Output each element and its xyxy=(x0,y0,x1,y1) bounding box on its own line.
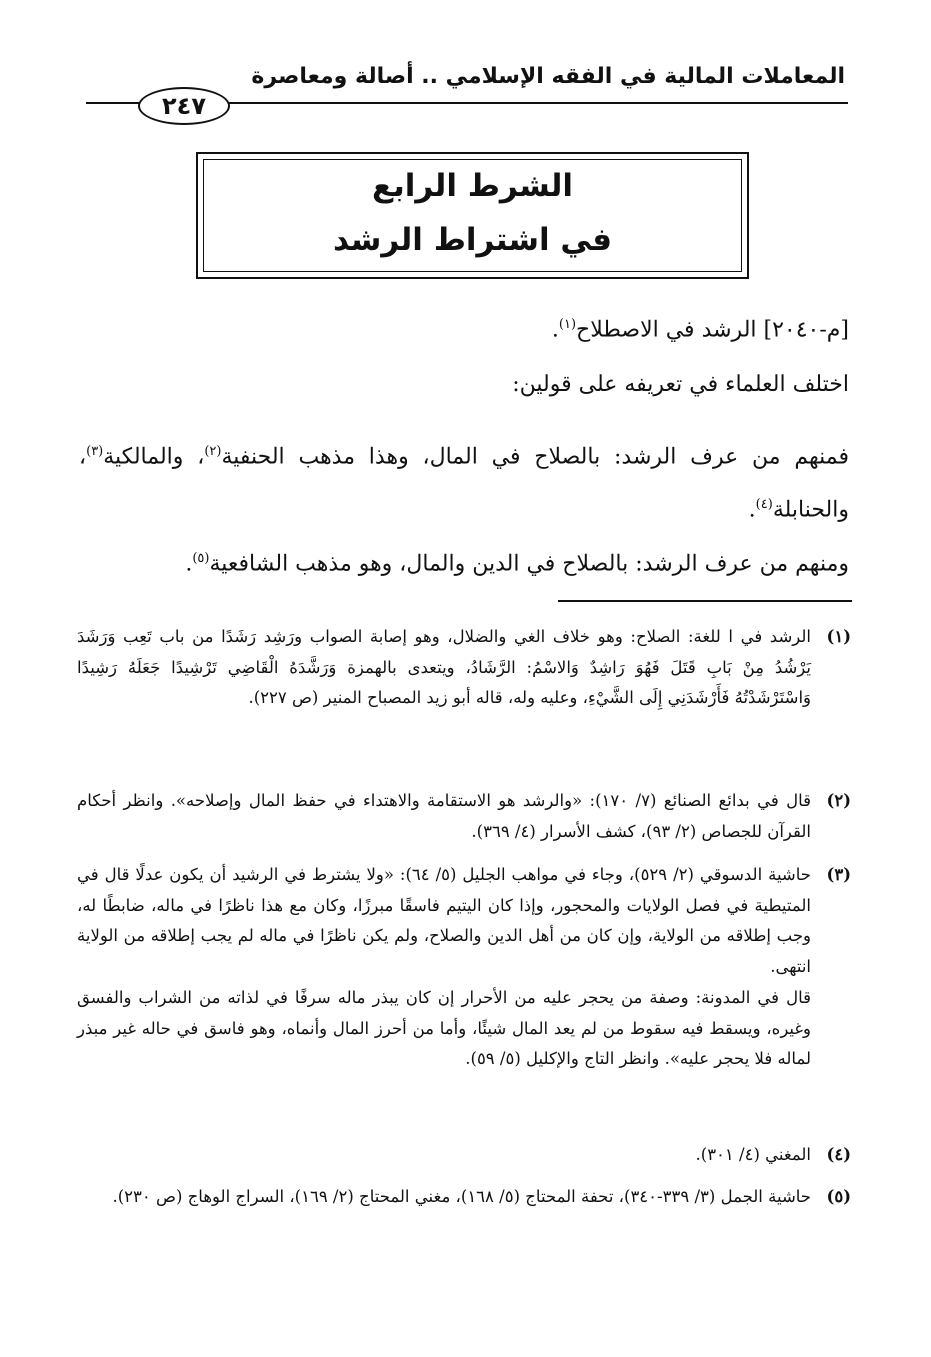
first-opinion-maliki: ، والمالكية xyxy=(103,444,205,470)
page-number-badge: ٢٤٧ xyxy=(138,87,230,125)
first-opinion-end: . xyxy=(748,497,756,523)
footnote-2-text: قال في بدائع الصنائع (٧/ ١٧٠): «والرشد هو الاستقامة والاهتداء في حفظ المال وإصلاحه». وانظر أحكام القرآن للجصاص (٢/ ٩٣)، كشف الأسرار (٤/ ٣٦٩). xyxy=(77,791,811,841)
footnote-1-number: (١) xyxy=(826,627,851,646)
footnote-ref-5[interactable]: (٥) xyxy=(192,551,210,566)
footnote-ref-2[interactable]: (٢) xyxy=(204,444,222,459)
footnote-3-text: حاشية الدسوقي (٢/ ٥٢٩)، وجاء في مواهب الجليل (٥/ ٦٤): «ولا يشترط في الرشيد أن يكون عدلًا قال في المتيطية في فصل الولايات والمحجور، وإذا كان اليتيم فاسقًا مبرزًا، وكان مع هذا ناظرًا في ماله، ضابطًا له، وجب إطلاقه من الولاية، وإن كان من أهل الدين والصلاح، ولم يكن ناظرًا في ماله لم يجب إطلاقه من الولاية انتهى. xyxy=(77,865,811,977)
footnote-3 xyxy=(77,860,851,1075)
footnote-4-text: المغني (٤/ ٣٠١). xyxy=(695,1145,811,1164)
footnote-5-text: حاشية الجمل (٣/ ٣٣٩-٣٤٠)، تحفة المحتاج (٥/ ١٦٨)، مغني المحتاج (٢/ ١٦٩)، السراج الوهاج (ص ٢٣٠). xyxy=(112,1187,811,1206)
footnote-1 xyxy=(77,622,851,714)
running-header-title: المعاملات المالية في الفقه الإسلامي .. أصالة ومعاصرة xyxy=(251,64,845,89)
footnote-ref-1[interactable]: (١) xyxy=(558,317,577,332)
footnote-3-number: (٣) xyxy=(826,865,851,884)
first-opinion-text: فمنهم من عرف الرشد: بالصلاح في المال، وهذا مذهب الحنفية xyxy=(221,444,850,470)
first-opinion-hanbali: ، والحنابلة xyxy=(79,444,849,523)
footnote-ref-4[interactable]: (٤) xyxy=(755,497,773,513)
footnote-separator xyxy=(558,600,852,602)
footnote-5-number: (٥) xyxy=(826,1187,851,1206)
paragraph-first-opinion xyxy=(79,428,849,535)
footnote-3-continuation: قال في المدونة: وصفة من يحجر عليه من الأحرار إن كان يبذر ماله سرفًا في لذاته من الشراب والفسق وغيره، ويسقط فيه سقوط من لم يعد المال شيئًا، وأما من أحرز المال وأنماه، وهو فاسق في حاله غير مبذر لماله فلا يحجر عليه». وانظر التاج والإكليل (٥/ ٥٩). xyxy=(77,987,811,1069)
footnote-5 xyxy=(77,1182,851,1213)
second-opinion-end: . xyxy=(185,551,193,577)
footnote-2-number: (٢) xyxy=(826,791,851,810)
footnote-1-text: الرشد في ا للغة: الصلاح: وهو خلاف الغي والضلال، وهو إصابة الصواب ورَشِد رَشَدًا من باب تَعِب وَرَشَدَ يَرْشُدُ مِنْ بَابِ قَتَلَ فَهُوَ رَاشِدٌ وَالاسْمُ: الرَّشَادُ، ويتعدى بالهمزة وَرَشَّدَهُ الْقَاضِي تَرْشِيدًا جَعَلَهُ رَشِيدًا وَاسْتَرْشَدْتُهُ فَأَرْشَدَنِي إِلَى الشَّيْءِ، وعليه وله، قاله أبو زيد المصباح المنير (ص ٢٢٧). xyxy=(77,627,811,708)
footnote-4 xyxy=(77,1140,851,1171)
section-title-box xyxy=(196,152,749,279)
footnote-2 xyxy=(77,786,851,847)
paragraph-definition-end: . xyxy=(551,317,559,343)
paragraph-definition xyxy=(79,306,849,349)
footnote-4-number: (٤) xyxy=(826,1145,851,1164)
footnote-ref-3[interactable]: (٣) xyxy=(86,444,104,459)
paragraph-definition-text: [م-٢٠٤٠] الرشد في الاصطلاح xyxy=(576,317,849,343)
section-title-line-1: الشرط الرابع xyxy=(371,168,574,204)
section-title-line-2: في اشتراط الرشد xyxy=(332,222,613,258)
paragraph-second-opinion xyxy=(79,540,849,583)
paragraph-intro: اختلف العلماء في تعريفه على قولين: xyxy=(512,372,849,397)
second-opinion-text: ومنهم من عرف الرشد: بالصلاح في الدين والمال، وهو مذهب الشافعية xyxy=(209,551,849,577)
